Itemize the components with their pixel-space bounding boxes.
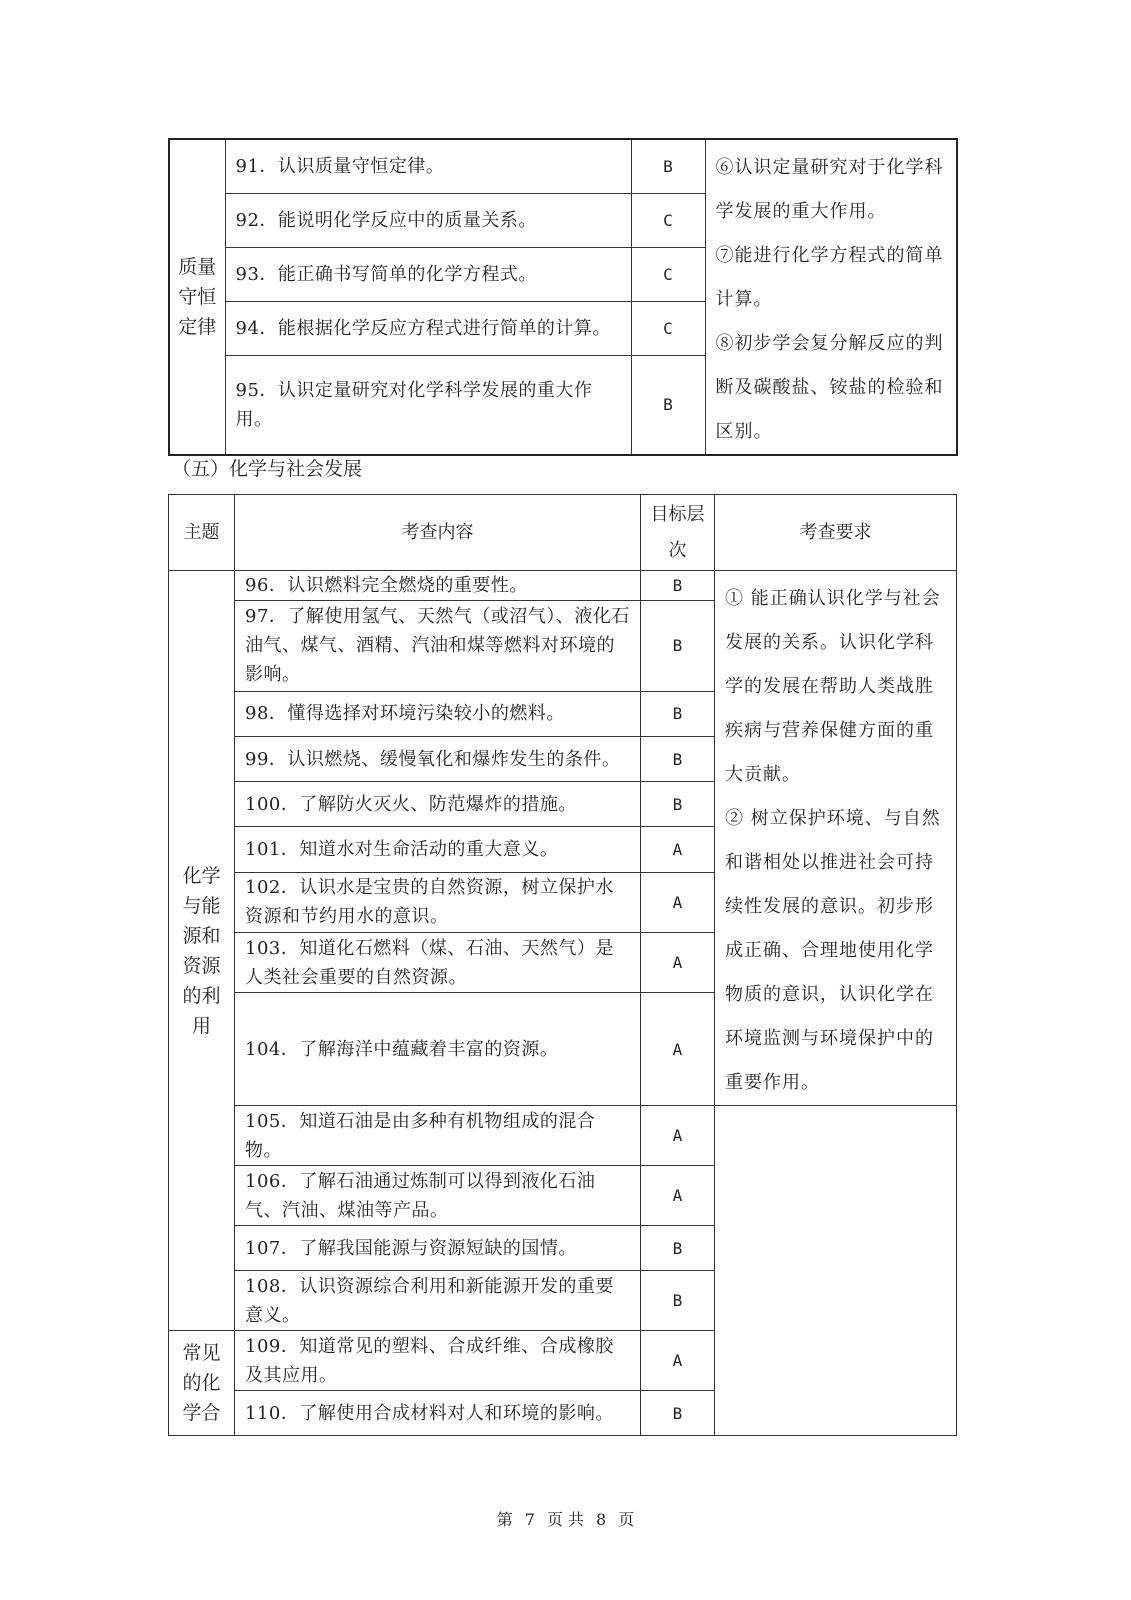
total-pages: 8 bbox=[596, 1510, 607, 1529]
level-cell: A bbox=[641, 932, 715, 992]
table-row: 101．知道水对生命活动的重大意义。 bbox=[235, 827, 641, 872]
page-footer bbox=[0, 1507, 1131, 1530]
header-requirement: 考查要求 bbox=[715, 495, 957, 571]
topic-cell: 化学与能源和资源的利用 bbox=[169, 571, 235, 1331]
level-cell: A bbox=[641, 827, 715, 872]
level-cell: B bbox=[641, 691, 715, 736]
footer-label: 页 共 bbox=[546, 1510, 585, 1529]
table-row: 93．能正确书写简单的化学方程式。 bbox=[225, 248, 631, 302]
table-row: 92．能说明化学反应中的质量关系。 bbox=[225, 194, 631, 248]
table-row: 105．知道石油是由多种有机物组成的混合物。 bbox=[235, 1106, 641, 1166]
header-content: 考查内容 bbox=[235, 495, 641, 571]
society-development-table bbox=[168, 494, 957, 1436]
table-row: 106．了解石油通过炼制可以得到液化石油气、汽油、煤油等产品。 bbox=[235, 1166, 641, 1226]
level-cell: B bbox=[631, 355, 705, 455]
topic-cell: 常见的化学合 bbox=[169, 1331, 235, 1436]
requirement-item: ② 树立保护环境、与自然和谐相处以推进社会可持续性发展的意识。初步形成正确、合理地使用化学物质的意识，认识化学在环境监测与环境保护中的重要作用。 bbox=[725, 808, 941, 1093]
table-row: 109．知道常见的塑料、合成纤维、合成橡胶及其应用。 bbox=[235, 1331, 641, 1391]
table-row: 108．认识资源综合利用和新能源开发的重要意义。 bbox=[235, 1271, 641, 1331]
topic-cell: 质量守恒定律 bbox=[169, 139, 225, 455]
level-cell: B bbox=[641, 782, 715, 827]
level-cell: A bbox=[641, 1166, 715, 1226]
level-cell: A bbox=[641, 993, 715, 1106]
requirement-item: ⑦能进行化学方程式的简单计算。 bbox=[715, 245, 944, 310]
mass-conservation-table bbox=[168, 138, 958, 456]
table-row: 91．认识质量守恒定律。 bbox=[225, 139, 631, 194]
level-cell: B bbox=[631, 139, 705, 194]
table-row: 94．能根据化学反应方程式进行简单的计算。 bbox=[225, 302, 631, 356]
table-row: 98．懂得选择对环境污染较小的燃料。 bbox=[235, 691, 641, 736]
level-cell: A bbox=[641, 1106, 715, 1166]
level-cell: A bbox=[641, 872, 715, 932]
header-level: 目标层次 bbox=[641, 495, 715, 571]
requirement-item: ① 能正确认识化学与社会发展的关系。认识化学科学的发展在帮助人类战胜疾病与营养保健方面的重大贡献。 bbox=[725, 588, 941, 785]
header-topic: 主题 bbox=[169, 495, 235, 571]
table-row: 104．了解海洋中蕴藏着丰富的资源。 bbox=[235, 993, 641, 1106]
requirement-item: ⑧初步学会复分解反应的判断及碳酸盐、铵盐的检验和区别。 bbox=[715, 333, 944, 442]
footer-label: 页 bbox=[618, 1510, 635, 1529]
table-row: 100．了解防火灭火、防范爆炸的措施。 bbox=[235, 782, 641, 827]
table-row: 102．认识水是宝贵的自然资源，树立保护水资源和节约用水的意识。 bbox=[235, 872, 641, 932]
table-row: 96．认识燃料完全燃烧的重要性。 bbox=[235, 571, 641, 601]
requirements-cell bbox=[705, 139, 957, 455]
level-cell: C bbox=[631, 302, 705, 356]
current-page: 7 bbox=[524, 1510, 535, 1529]
level-cell: C bbox=[631, 194, 705, 248]
table-row: 95．认识定量研究对化学科学发展的重大作用。 bbox=[225, 355, 631, 455]
level-cell: B bbox=[641, 601, 715, 692]
table-row: 103．知道化石燃料（煤、石油、天然气）是人类社会重要的自然资源。 bbox=[235, 932, 641, 992]
level-cell: B bbox=[641, 1271, 715, 1331]
blank-cell bbox=[715, 1106, 957, 1436]
level-cell: B bbox=[641, 1226, 715, 1271]
level-cell: B bbox=[641, 571, 715, 601]
footer-label: 第 bbox=[496, 1510, 513, 1529]
level-cell: A bbox=[641, 1331, 715, 1391]
table-row: 107．了解我国能源与资源短缺的国情。 bbox=[235, 1226, 641, 1271]
level-cell: B bbox=[641, 736, 715, 781]
level-cell: B bbox=[641, 1391, 715, 1436]
requirement-item: ⑥认识定量研究对于化学科学发展的重大作用。 bbox=[715, 157, 944, 222]
section-title: （五）化学与社会发展 bbox=[172, 458, 363, 480]
table-row: 110．了解使用合成材料对人和环境的影响。 bbox=[235, 1391, 641, 1436]
level-cell: C bbox=[631, 248, 705, 302]
table-row: 99．认识燃烧、缓慢氧化和爆炸发生的条件。 bbox=[235, 736, 641, 781]
requirements-cell bbox=[715, 571, 957, 1106]
table-row: 97．了解使用氢气、天然气（或沼气）、液化石油气、煤气、酒精、汽油和煤等燃料对环境的影响。 bbox=[235, 601, 641, 692]
